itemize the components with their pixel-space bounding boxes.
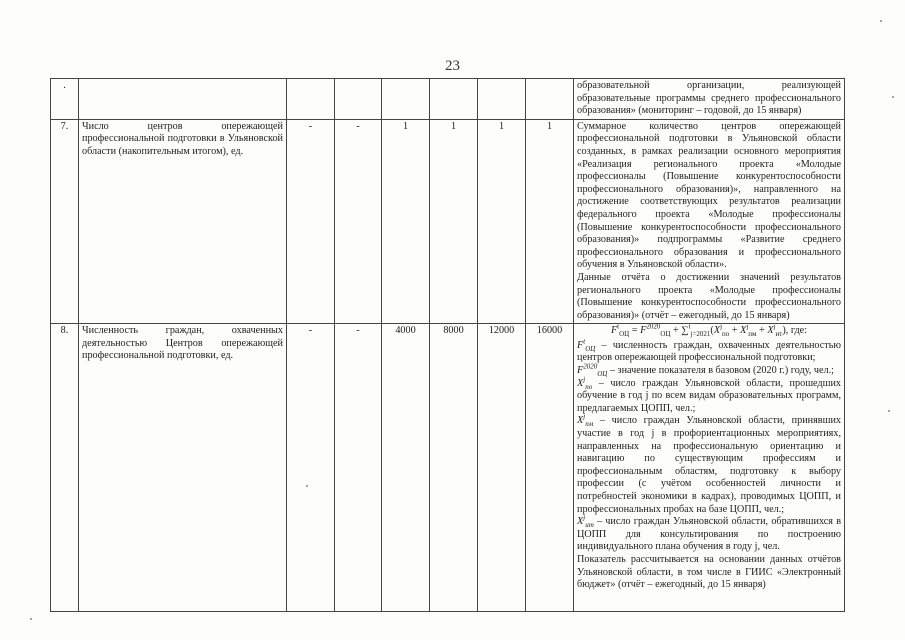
value-cell xyxy=(287,79,335,120)
value-cell: 1 xyxy=(526,119,574,324)
symbol: $F^t_{ОЦ}$ xyxy=(577,337,596,353)
value-cell: 4000 xyxy=(382,324,430,612)
symbol: $X^j_{пм}$ xyxy=(577,413,594,429)
description-paragraph: Суммарное количество центров опережающей профессиональной подготовки в Ульяновской области созданных, в рамках реализации основного мероприятия «Реализация регионального проекта «Молодые профессионалы (Повышение конкурентоспособности профессионального образования)», направленного на достижение соответствующих результатов реализации федерального проекта «Молодые профессионалы (Повышение конкурентоспособности профессионального образования)» подпрограммы «Развитие среднего профессионального образования и профессионального обучения в Ульяновской области». xyxy=(577,120,841,271)
row-name xyxy=(79,79,287,120)
page-number: 23 xyxy=(445,58,460,74)
value-cell: 1 xyxy=(430,119,478,324)
definition-text: – число граждан Ульяновской области, обратившихся в ЦОПП для консультирования по построению индивидуального плана обучения в году j, чел. xyxy=(577,516,841,553)
value-cell: 8000 xyxy=(430,324,478,612)
value-cell xyxy=(430,79,478,120)
definition xyxy=(577,513,841,554)
row-name: Численность граждан, охваченных деятельностью Центров опережающей профессиональной подготовки, ед. xyxy=(79,324,287,612)
value-cell xyxy=(382,79,430,120)
value-cell: - xyxy=(335,119,382,324)
row-description xyxy=(574,324,845,612)
value-cell xyxy=(478,79,526,120)
value-cell: 12000 xyxy=(478,324,526,612)
row-description: образовательной организации, реализующей образовательные программы среднего профессионального образования» (мониторинг – годовой, до 15 января) xyxy=(574,79,845,120)
row-name: Число центров опережающей профессиональной подготовки в Ульяновской области (накопительным итогом), ед. xyxy=(79,119,287,324)
definition-text: – значение показателя в базовом (2020 г.) году, чел.; xyxy=(609,365,834,377)
value-cell: - xyxy=(287,119,335,324)
description-paragraph: Данные отчёта о достижении значений результатов регионального проекта «Молодые профессионалы (Повышение конкурентоспособности профессионального образования)» (отчёт – ежегодный, до 15 января) xyxy=(577,271,841,321)
row-number: 7. xyxy=(51,119,79,324)
scan-speck xyxy=(30,618,32,620)
definition xyxy=(577,337,841,365)
value-cell: 16000 xyxy=(526,324,574,612)
value-cell: - xyxy=(287,324,335,612)
row-number: . xyxy=(51,79,79,120)
scan-speck xyxy=(892,96,894,98)
definition-text: – число граждан Ульяновской области, принявших участие в год j в профориентационных мероприятиях, направленных на профессиональную ориентацию и навигацию по существующим профессиям и профессиональным областям, подготовку к выбору профессии (с учётом особенностей личности и потребностей экономики в кадрах), проводимых ЦОПП, и профессиональных пробах на базе ЦОПП, чел.; xyxy=(577,415,841,515)
value-cell xyxy=(526,79,574,120)
value-cell: 1 xyxy=(382,119,430,324)
formula-tail: , где: xyxy=(785,325,808,337)
definition xyxy=(577,362,841,379)
scan-speck xyxy=(888,410,890,412)
symbol: $X^j_{ит}$ xyxy=(577,513,594,530)
definition-text: – численность граждан, охваченных деятельностью центров опережающей профессиональной подготовки; xyxy=(577,339,841,364)
row-description xyxy=(574,119,845,324)
table-row xyxy=(51,119,845,324)
value-cell xyxy=(335,79,382,120)
value-cell: - xyxy=(335,324,382,612)
value-cell: 1 xyxy=(478,119,526,324)
symbol: $X^j_{по}$ xyxy=(577,375,593,391)
formula: $F^t_{ОЦ} = F^{2020}_{ОЦ} + \sum^t_{j=2021}(X^j_{по} + X^j_{пм} + X^j_{ит})$, где: xyxy=(610,323,808,339)
scan-speck xyxy=(880,20,882,22)
indicator-table xyxy=(50,78,845,612)
table-row xyxy=(51,79,845,120)
closing-paragraph: Показатель рассчитывается на основании данных отчётов Ульяновской области, в том числе в ГИИС «Электронный бюджет» (отчёт – ежегодный, до 15 января) xyxy=(577,553,841,591)
definition-text: – число граждан Ульяновской области, прошедших обучение в год j по всем видам образовательных программ, предлагаемых ЦОПП, чел.; xyxy=(577,377,841,414)
table-row xyxy=(51,324,845,612)
definition xyxy=(577,375,841,416)
scan-speck xyxy=(306,485,308,487)
definition xyxy=(577,415,841,516)
row-number: 8. xyxy=(51,324,79,612)
symbol: $F^{2020}_{ОЦ}$ xyxy=(577,362,608,379)
